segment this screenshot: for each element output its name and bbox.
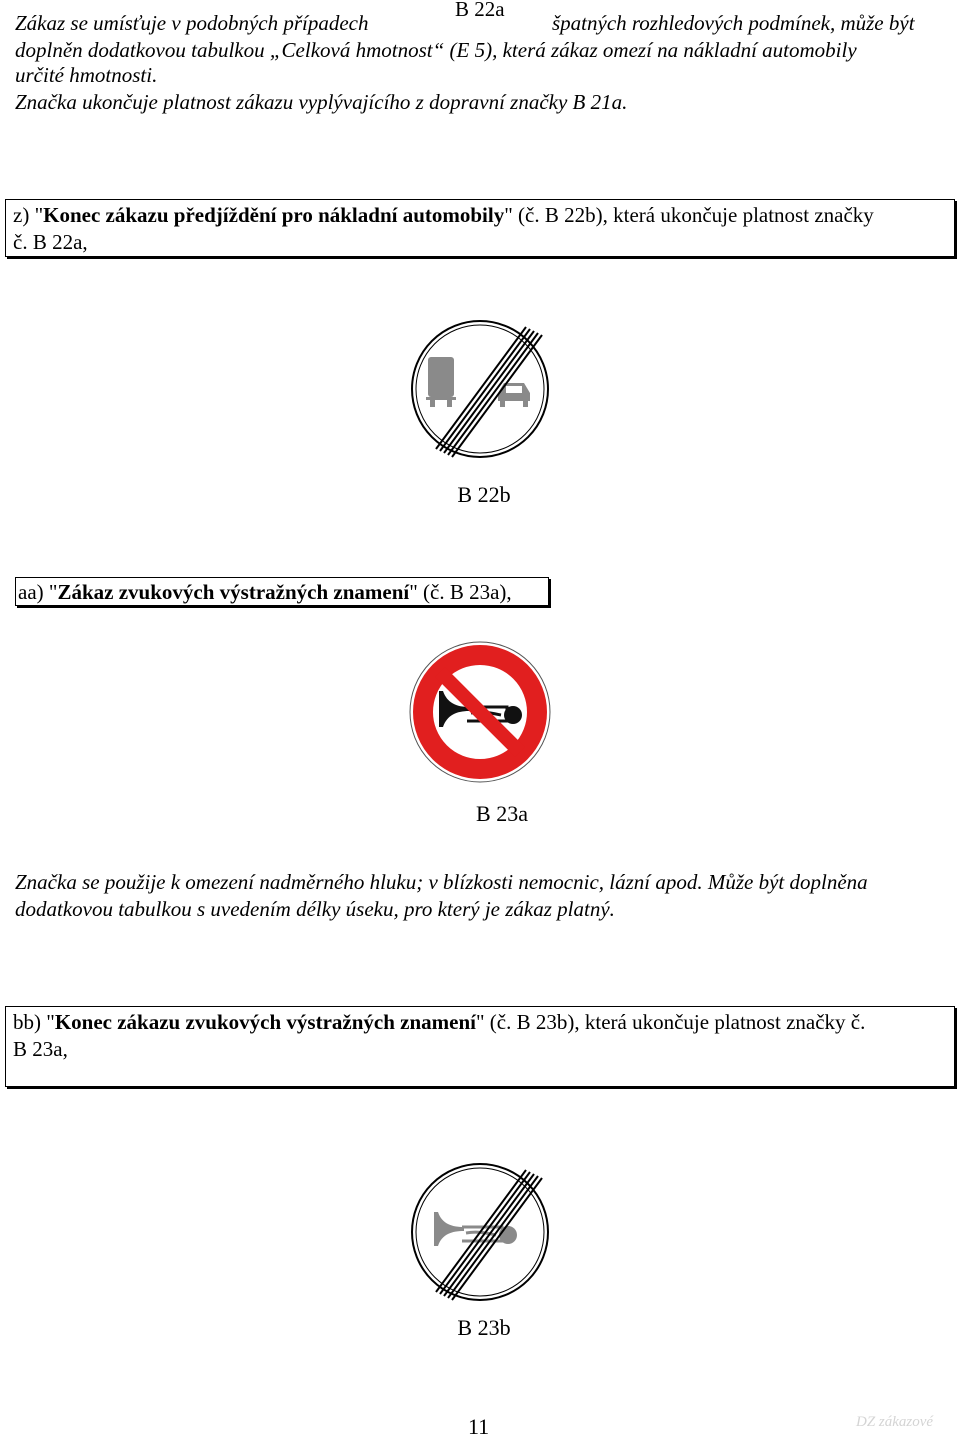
sign-b23a-icon (409, 641, 551, 783)
section-bb-line2: B 23a, (13, 1037, 68, 1061)
section-bb-box (5, 1006, 955, 1087)
note-b23a-line1: Značka se použije k omezení nadměrného hluku; v blízkosti nemocnic, lázní apod. Může být doplněna (15, 870, 868, 894)
sign-b23a-caption: B 23a (476, 801, 528, 826)
section-bb-line1: bb) "Konec zákazu zvukových výstražných znamení" (č. B 23b), která ukončuje platnost značky č. (13, 1010, 866, 1034)
page-number: 11 (468, 1414, 490, 1439)
intro-line1-left: Zákaz se umísťuje v podobných případech (15, 11, 369, 35)
footer-section-label: DZ zákazové (856, 1414, 934, 1430)
intro-line1-right: špatných rozhledových podmínek, může být (552, 11, 915, 35)
sign-label-b22a: B 22a (455, 0, 505, 21)
intro-line4: Značka ukončuje platnost zákazu vyplývajícího z dopravní značky B 21a. (15, 90, 628, 114)
section-aa-box: aa) "Zákaz zvukových výstražných znamení" (č. B 23a), (15, 577, 549, 606)
note-b23a-line2: dodatkovou tabulkou s uvedením délky úseku, pro který je zákaz platný. (15, 897, 615, 921)
intro-line2: doplněn dodatkovou tabulkou „Celková hmotnost“ (E 5), která zákaz omezí na nákladní automobily (15, 38, 857, 62)
intro-line3: určité hmotnosti. (15, 63, 158, 87)
sign-b23b-caption: B 23b (457, 1315, 511, 1340)
section-z-box (5, 199, 955, 257)
section-z-line2: č. B 22a, (13, 230, 88, 254)
sign-b22b-caption: B 22b (457, 482, 511, 507)
sign-b22b-icon (410, 319, 550, 459)
section-z-line1: z) "Konec zákazu předjíždění pro nákladní automobily" (č. B 22b), která ukončuje platnost značky (13, 203, 874, 227)
sign-b23b-icon (410, 1162, 550, 1302)
